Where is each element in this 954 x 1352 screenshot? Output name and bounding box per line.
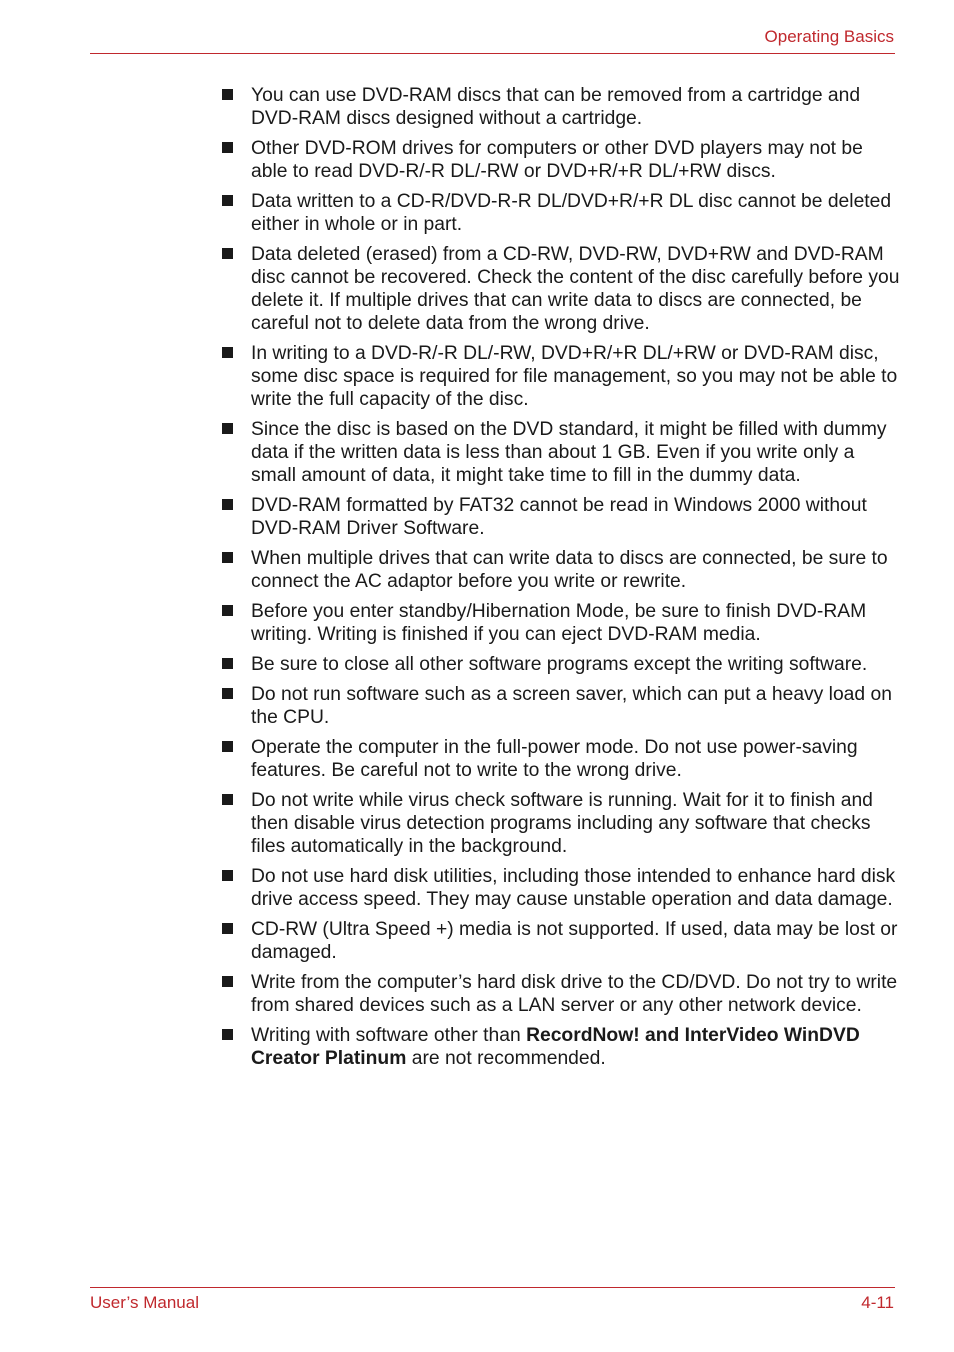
list-item-text: Do not run software such as a screen saver, which can put a heavy load on the CPU. [251, 684, 892, 728]
software-names: RecordNow! and InterVideo WinDVD Creator Platinum [251, 1025, 860, 1069]
bullet-square-icon [222, 923, 233, 934]
bullet-square-icon [222, 195, 233, 206]
list-item [222, 865, 902, 911]
list-item [222, 683, 902, 729]
list-item-text: Be sure to close all other software programs except the writing software. [251, 654, 868, 675]
list-item [222, 137, 902, 183]
list-item-text: Do not write while virus check software is running. Wait for it to finish and then disable virus detection programs including any software that checks files automatically in the background. [251, 790, 873, 857]
list-item-text: Since the disc is based on the DVD standard, it might be filled with dummy data if the written data is less than about 1 GB. Even if you write only a small amount of data, it might take time to fill in the dummy data. [251, 419, 887, 486]
footer-divider [90, 1287, 895, 1288]
bullet-list [222, 84, 902, 1077]
list-item [222, 653, 902, 676]
list-item [222, 918, 902, 964]
list-item [222, 547, 902, 593]
bullet-square-icon [222, 347, 233, 358]
bullet-square-icon [222, 976, 233, 987]
list-item-text: Before you enter standby/Hibernation Mode, be sure to finish DVD-RAM writing. Writing is finished if you can eject DVD-RAM media. [251, 601, 867, 645]
bullet-square-icon [222, 248, 233, 259]
list-item [222, 84, 902, 130]
bullet-square-icon [222, 423, 233, 434]
list-item-text: Data written to a CD-R/DVD-R-R DL/DVD+R/+R DL disc cannot be deleted either in whole or in part. [251, 191, 892, 235]
list-item-text: CD-RW (Ultra Speed +) media is not supported. If used, data may be lost or damaged. [251, 919, 898, 963]
list-item [222, 600, 902, 646]
list-item-text: Other DVD-ROM drives for computers or other DVD players may not be able to read DVD-R/-R DL/-RW or DVD+R/+R DL/+RW discs. [251, 138, 863, 182]
bullet-square-icon [222, 552, 233, 563]
bullet-square-icon [222, 89, 233, 100]
list-item [222, 971, 902, 1017]
header-title: Operating Basics [764, 27, 894, 46]
last-item-prefix: Writing with software other than [251, 1025, 527, 1046]
last-item-suffix: are not recommended. [406, 1048, 606, 1069]
list-item [222, 342, 902, 411]
bullet-square-icon [222, 499, 233, 510]
list-item-text: Data deleted (erased) from a CD-RW, DVD-RW, DVD+RW and DVD-RAM disc cannot be recovered. Check the content of the disc carefully before you delete it. If multiple drives that can write data to discs are connected, be careful not to delete data from the wrong drive. [251, 244, 900, 334]
list-item-text: When multiple drives that can write data to discs are connected, be sure to connect the AC adaptor before you write or rewrite. [251, 548, 888, 592]
list-item-text: Operate the computer in the full-power mode. Do not use power-saving features. Be careful not to write to the wrong drive. [251, 737, 858, 781]
list-item-text: In writing to a DVD-R/-R DL/-RW, DVD+R/+R DL/+RW or DVD-RAM disc, some disc space is required for file management, so you may not be able to write the full capacity of the disc. [251, 343, 898, 410]
list-item [222, 190, 902, 236]
footer-manual-label: User’s Manual [90, 1293, 199, 1312]
bullet-square-icon [222, 870, 233, 881]
bullet-square-icon [222, 741, 233, 752]
bullet-square-icon [222, 794, 233, 805]
list-item [222, 1024, 902, 1070]
bullet-square-icon [222, 1029, 233, 1040]
header-divider [90, 53, 895, 54]
bullet-square-icon [222, 142, 233, 153]
list-item-text: You can use DVD-RAM discs that can be removed from a cartridge and DVD-RAM discs designed without a cartridge. [251, 85, 861, 129]
list-item [222, 494, 902, 540]
page-number: 4-11 [861, 1293, 894, 1312]
bullet-square-icon [222, 688, 233, 699]
list-item-text: Do not use hard disk utilities, including those intended to enhance hard disk drive access speed. They may cause unstable operation and data damage. [251, 866, 896, 910]
list-item-text: Write from the computer’s hard disk drive to the CD/DVD. Do not try to write from shared devices such as a LAN server or any other network device. [251, 972, 898, 1016]
list-item [222, 418, 902, 487]
list-item [222, 736, 902, 782]
list-item [222, 243, 902, 335]
bullet-square-icon [222, 605, 233, 616]
list-item-text: DVD-RAM formatted by FAT32 cannot be read in Windows 2000 without DVD-RAM Driver Software. [251, 495, 867, 539]
bullet-square-icon [222, 658, 233, 669]
list-item [222, 789, 902, 858]
